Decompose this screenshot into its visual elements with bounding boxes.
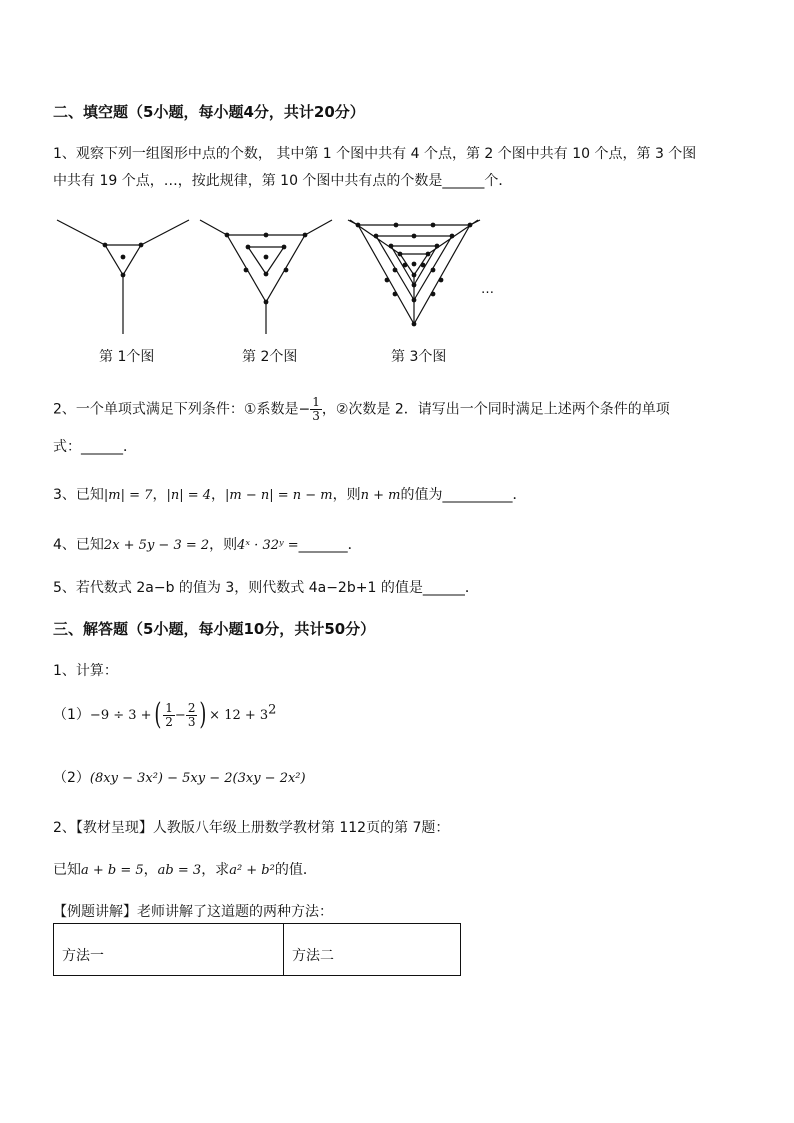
q4-text-mid: ，则 <box>209 537 238 553</box>
s3-q1-title: 1、计算： <box>53 663 118 679</box>
q3-math-sum: n + m <box>360 488 401 503</box>
part1-exponent: 2 <box>268 702 277 718</box>
q3-text-mid: ，则 <box>332 487 361 503</box>
q5-line: 5、若代数式 2a−b 的值为 3，则代数式 4a−2b+1 的值是______． <box>53 580 479 596</box>
figure-ellipsis: … <box>481 282 494 297</box>
q2-math-squares: a² + b² <box>229 863 275 878</box>
part1-right-paren: ) <box>199 697 207 732</box>
methods-row <box>54 924 461 976</box>
part1-left-paren: ( <box>153 697 161 732</box>
q2-line2-sep: ， <box>143 862 158 878</box>
part1-fraction-2 <box>186 702 198 729</box>
q2-line2-post: 的值． <box>274 862 317 878</box>
q3-math-n: |n| = 4 <box>166 488 211 503</box>
q1-line1: 1、观察下列一组图形中点的个数， 其中第 1 个图中共有 4 个点，第 2 个图中共有 10 个点，第 3 个图 <box>53 146 697 162</box>
q3-sep2: ， <box>211 487 225 503</box>
q4-math-equation: 2x + 5y − 3 = 2 <box>103 538 210 553</box>
dot-pattern-figures <box>50 212 510 337</box>
s3-q1-part1 <box>53 697 277 732</box>
q3-math-condition: |m − n| = n − m <box>225 488 333 503</box>
q2-line1-post: ，②次数是 2．请写出一个同时满足上述两个条件的单项 <box>321 401 670 418</box>
part1-f1-num: 1 <box>165 700 173 715</box>
q3-text-pre: 3、已知 <box>53 487 104 503</box>
method-one-cell: 方法一 <box>54 924 284 976</box>
section-heading-fill-blank: 二、填空题（5小题，每小题4分，共计20分） <box>53 103 365 121</box>
part1-f2-num: 2 <box>187 700 196 715</box>
q3-text-post: 的值为__________． <box>400 487 527 503</box>
part1-pre: −9 ÷ 3 + <box>89 708 152 723</box>
q3-sep1: ， <box>152 487 167 503</box>
figure-caption-3: 第 3个图 <box>391 349 447 365</box>
s3-q2-line3: 【例题讲解】老师讲解了这道题的两种方法： <box>53 904 333 920</box>
part1-minus: − <box>174 708 186 723</box>
q3-math-m: |m| = 7 <box>103 488 153 503</box>
part1-f2-den: 3 <box>187 714 196 729</box>
q2-frac-num: 1 <box>312 395 320 409</box>
q4-math-expression: 4ˣ · 32ʸ = <box>237 538 299 553</box>
q3-line <box>53 484 527 504</box>
q4-line <box>53 534 362 554</box>
s3-q1-part2 <box>53 767 306 787</box>
q2-math-sum: a + b = 5 <box>81 863 144 878</box>
q2-line2: 式：______． <box>53 439 137 455</box>
q1-line2: 中共有 19 个点，…，按此规律，第 10 个图中共有点的个数是______个． <box>53 173 513 189</box>
methods-table <box>53 923 461 976</box>
q2-line1 <box>53 396 670 423</box>
q4-text-pre: 4、已知 <box>53 537 104 553</box>
part1-label: （1） <box>53 707 90 723</box>
figure-caption-1: 第 1个图 <box>99 349 155 365</box>
s3-q2-line2 <box>53 859 317 879</box>
part2-expression: (8xy − 3x²) − 5xy − 2(3xy − 2x²) <box>89 771 306 786</box>
q2-line1-pre: 2、一个单项式满足下列条件：①系数是− <box>53 401 311 418</box>
section-heading-solve: 三、解答题（5小题，每小题10分，共计50分） <box>53 620 376 638</box>
s3-q2-line1: 2、【教材呈现】人教版八年级上册数学教材第 112页的第 7题： <box>53 820 450 836</box>
q2-line2-mid: ，求 <box>201 862 230 878</box>
q2-coefficient-fraction <box>310 396 322 423</box>
part1-f1-den: 2 <box>165 714 173 729</box>
figure-caption-2: 第 2个图 <box>242 349 298 365</box>
q2-frac-den: 3 <box>312 409 320 423</box>
q2-line2-pre: 已知 <box>53 862 81 878</box>
q2-math-product: ab = 3 <box>157 863 202 878</box>
q4-blank: _______． <box>298 537 362 553</box>
part1-fraction-1 <box>163 702 175 729</box>
method-two-cell: 方法二 <box>284 924 461 976</box>
part2-label: （2） <box>53 770 90 786</box>
part1-post: × 12 + 3 <box>209 708 269 723</box>
